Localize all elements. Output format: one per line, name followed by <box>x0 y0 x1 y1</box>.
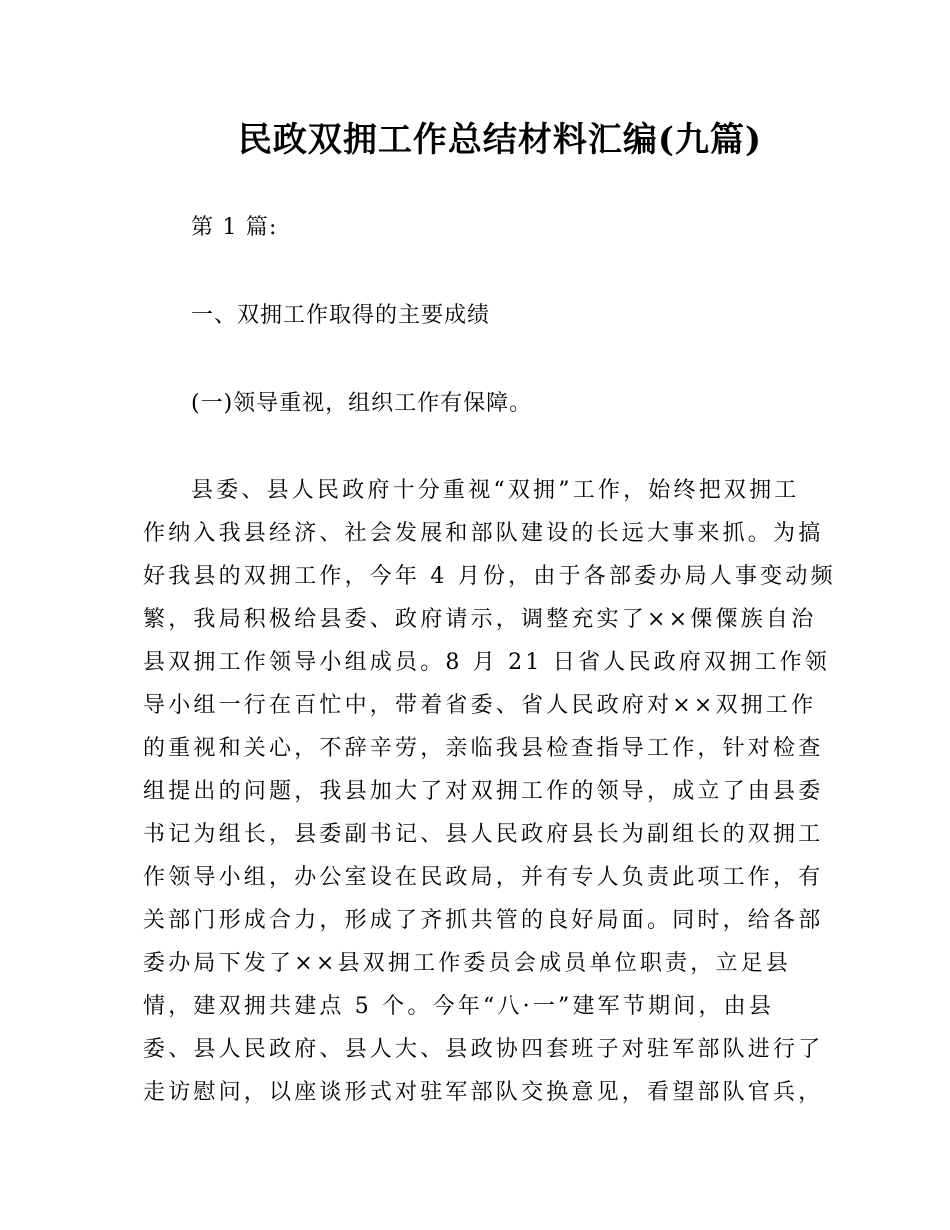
paragraph-line: 的重视和关心，不辞辛劳，亲临我县检查指导工作，针对检查 <box>143 736 824 761</box>
paragraph-line: 关部门形成合力，形成了齐抓共管的良好局面。同时，给各部 <box>143 908 824 933</box>
paragraph-line: 组提出的问题，我县加大了对双拥工作的领导，成立了由县委 <box>143 779 824 804</box>
paragraph-line: 情，建双拥共建点 5 个。今年“八·一”建军节期间，由县 <box>143 994 775 1019</box>
part-label: 第 1 篇: <box>191 215 278 240</box>
paragraph-line: 导小组一行在百忙中，带着省委、省人民政府对××双拥工作 <box>143 693 817 718</box>
document-title: 民政双拥工作总结材料汇编(九篇) <box>237 120 763 160</box>
paragraph-line: 好我县的双拥工作，今年 4 月份，由于各部委办局人事变动频 <box>143 564 836 589</box>
section-heading: 一、双拥工作取得的主要成绩 <box>191 303 491 328</box>
paragraph-line: 作领导小组，办公室设在民政局，并有专人负责此项工作，有 <box>143 865 824 890</box>
paragraph-line: 书记为组长，县委副书记、县人民政府县长为副组长的双拥工 <box>143 822 824 847</box>
paragraph-line: 县双拥工作领导小组成员。8 月 21 日省人民政府双拥工作领 <box>143 650 830 675</box>
paragraph-line: 作纳入我县经济、社会发展和部队建设的长远大事来抓。为搞 <box>143 521 824 546</box>
paragraph-line: 委、县人民政府、县人大、县政协四套班子对驻军部队进行了 <box>143 1037 824 1062</box>
paragraph-line: 县委、县人民政府十分重视“双拥”工作，始终把双拥工 <box>191 478 800 503</box>
paragraph-line: 委办局下发了××县双拥工作委员会成员单位职责，立足县 <box>143 951 792 976</box>
paragraph-line: 繁，我局积极给县委、政府请示，调整充实了××傈僳族自治 <box>143 607 817 632</box>
paragraph-line: 走访慰问，以座谈形式对驻军部队交换意见，看望部队官兵， <box>143 1080 824 1105</box>
subsection-heading: (一)领导重视，组织工作有保障。 <box>191 391 533 416</box>
